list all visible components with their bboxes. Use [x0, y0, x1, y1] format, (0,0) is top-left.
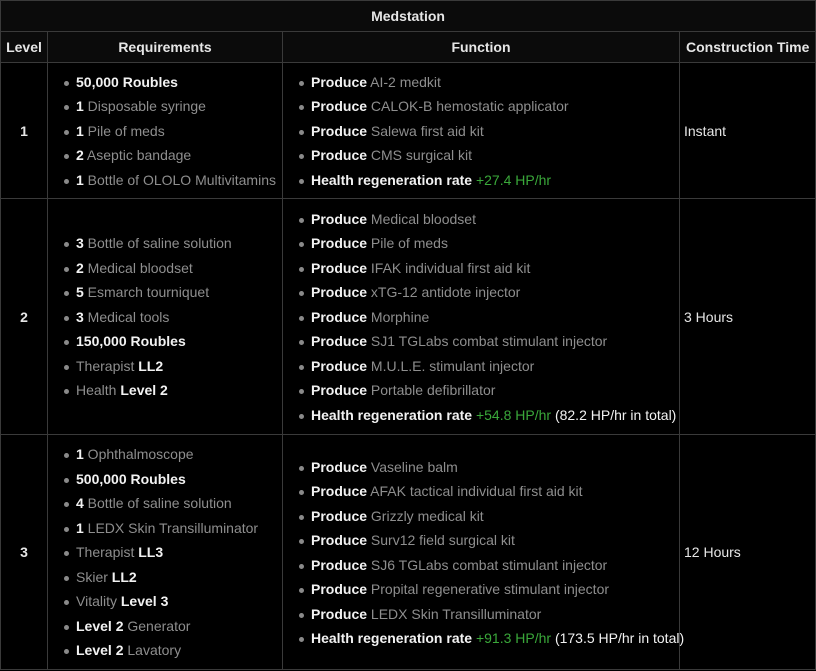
list-item-text: 150,000 Roubles — [76, 333, 186, 350]
header-requirements: Requirements — [48, 32, 283, 63]
list-item-text: Level 2 — [120, 382, 168, 399]
function-cell — [283, 63, 680, 199]
list-item-text: Medical bloodset — [83, 259, 193, 276]
list-item — [62, 354, 282, 379]
list-item-text: 5 — [76, 284, 84, 301]
list-item-text: Produce — [311, 507, 368, 524]
list-item-text: Produce — [311, 122, 368, 139]
list-item-text: SJ1 TGLabs combat stimulant injector — [367, 333, 608, 350]
list-item — [297, 207, 679, 232]
table-row-level-3 — [1, 435, 816, 670]
list-item-text: Produce — [311, 483, 368, 499]
list-item-text: Therapist — [76, 544, 139, 561]
list-item-text: Produce — [311, 98, 368, 115]
function-list — [283, 206, 679, 428]
list-item-text: Ophthalmoscope — [83, 446, 194, 463]
list-item-text: Bottle of saline solution — [83, 235, 232, 252]
function-cell — [283, 435, 685, 670]
level-cell: 2 — [1, 199, 48, 435]
list-item — [297, 231, 679, 256]
level-cell: 1 — [1, 63, 48, 199]
list-item — [297, 256, 679, 281]
list-item-text: Produce — [311, 605, 368, 622]
function-list — [283, 454, 685, 651]
list-item-text: Produce — [311, 581, 368, 597]
table-row-level-1 — [1, 63, 816, 199]
list-item — [297, 168, 679, 193]
list-item — [62, 638, 282, 663]
list-item — [62, 540, 282, 565]
list-item — [297, 602, 679, 627]
list-item-text: 50,000 Roubles — [76, 73, 178, 90]
list-item-text: 4 — [76, 495, 84, 512]
list-item-text: Produce — [311, 284, 368, 301]
list-item-text: Aseptic bandage — [83, 147, 192, 164]
header-function: Function — [283, 32, 680, 63]
list-item — [62, 168, 282, 193]
list-item-text: Level 3 — [120, 593, 169, 610]
list-item — [297, 626, 685, 651]
list-item — [297, 378, 679, 403]
list-item — [297, 455, 679, 480]
list-item — [62, 491, 282, 516]
header-construction-time: Construction Time — [680, 32, 816, 63]
list-item — [297, 528, 679, 553]
list-item-text: Bottle of OLOLO Multivitamins — [83, 171, 276, 188]
list-item-text: 3 — [76, 308, 84, 325]
list-item-text: Produce — [311, 147, 368, 164]
list-item — [62, 329, 282, 354]
requirements-list — [48, 230, 282, 403]
construction-time-cell: Instant — [680, 63, 816, 199]
list-item — [297, 504, 679, 529]
list-item-text: Produce — [311, 73, 368, 90]
list-item-text: Pile of meds — [367, 235, 448, 252]
list-item-text: 1 — [76, 446, 84, 463]
list-item — [297, 94, 679, 119]
list-item — [297, 143, 679, 168]
list-item-text: Produce — [311, 235, 368, 252]
list-item — [62, 378, 282, 403]
list-item-text: AFAK tactical individual first aid kit — [367, 483, 583, 499]
requirements-cell — [48, 199, 283, 435]
list-item — [62, 467, 282, 492]
list-item-text: Generator — [123, 617, 191, 634]
list-item — [62, 442, 282, 467]
list-item-text: Pile of meds — [83, 122, 165, 139]
list-item-text: LEDX Skin Transilluminator — [83, 519, 259, 536]
list-item-text: +27.4 HP/hr — [472, 171, 552, 188]
list-item-text: Produce — [311, 210, 368, 227]
list-item-text: Salewa first aid kit — [367, 122, 484, 139]
list-item-text: 500,000 Roubles — [76, 470, 186, 487]
list-item — [297, 354, 679, 379]
list-item-text: Morphine — [367, 308, 430, 325]
list-item-text: Esmarch tourniquet — [83, 284, 210, 301]
list-item — [297, 577, 679, 602]
list-item-text: Therapist — [76, 357, 139, 374]
list-item-text: 1 — [76, 519, 84, 536]
list-item-text: Medical tools — [83, 308, 170, 325]
list-item-text: Health regeneration rate — [311, 630, 473, 646]
list-item-text: Portable defibrillator — [367, 382, 496, 399]
list-item-text: 1 — [76, 171, 84, 188]
list-item — [62, 119, 282, 144]
list-item-text: IFAK individual first aid kit — [367, 259, 531, 276]
header-row — [1, 32, 816, 63]
list-item-text: 1 — [76, 122, 84, 139]
list-item-text: Health regeneration rate — [311, 171, 473, 188]
list-item-text: 1 — [76, 98, 84, 115]
requirements-cell — [48, 63, 283, 199]
list-item — [62, 589, 282, 614]
list-item-text: Produce — [311, 556, 368, 573]
list-item — [62, 614, 282, 639]
list-item-text: 2 — [76, 147, 84, 164]
list-item — [62, 94, 282, 119]
list-item-text: SJ6 TGLabs combat stimulant injector — [367, 556, 608, 573]
list-item — [62, 143, 282, 168]
list-item-text: Health regeneration rate — [311, 406, 473, 423]
list-item-text: 3 — [76, 235, 84, 252]
list-item — [62, 280, 282, 305]
function-cell — [283, 199, 680, 435]
list-item — [297, 553, 679, 578]
list-item-text: Produce — [311, 308, 368, 325]
function-list — [283, 69, 679, 193]
construction-time-cell: 12 Hours — [680, 435, 816, 670]
list-item — [62, 256, 282, 281]
list-item-text: Skier — [76, 568, 112, 585]
list-item — [62, 516, 282, 541]
requirements-list — [48, 69, 282, 193]
list-item-text: Vaseline balm — [367, 458, 458, 475]
list-item-text: Produce — [311, 357, 368, 374]
list-item-text: (82.2 HP/hr in total) — [551, 406, 677, 423]
list-item-text: 2 — [76, 259, 84, 276]
list-item-text: +54.8 HP/hr — [472, 406, 552, 423]
list-item — [62, 305, 282, 330]
list-item-text: Disposable syringe — [83, 98, 206, 115]
header-level: Level — [1, 32, 48, 63]
list-item — [297, 479, 679, 504]
list-item-text: Produce — [311, 382, 368, 399]
list-item-text: Level 2 — [76, 617, 124, 634]
list-item — [297, 329, 679, 354]
level-cell: 3 — [1, 435, 48, 670]
list-item-text: LEDX Skin Transilluminator — [367, 605, 542, 622]
table-row-level-2 — [1, 199, 816, 435]
list-item-text: Grizzly medical kit — [367, 507, 484, 524]
list-item-text: Vitality — [76, 593, 121, 610]
list-item-text: CALOK-B hemostatic applicator — [367, 98, 569, 115]
requirements-cell — [48, 435, 283, 670]
list-item-text: LL3 — [138, 544, 164, 561]
list-item-text: Produce — [311, 458, 368, 475]
list-item-text: AI-2 medkit — [367, 73, 441, 90]
list-item-text: Surv12 field surgical kit — [367, 532, 515, 548]
list-item-text: Health — [76, 382, 121, 399]
list-item-text: (173.5 HP/hr in total) — [551, 630, 685, 646]
list-item-text: Produce — [311, 532, 368, 548]
list-item-text: LL2 — [111, 568, 137, 585]
list-item-text: +91.3 HP/hr — [472, 630, 552, 646]
list-item — [297, 403, 679, 428]
list-item-text: Produce — [311, 333, 368, 350]
list-item-text: Medical bloodset — [367, 210, 476, 227]
list-item-text: Produce — [311, 259, 368, 276]
table-title: Medstation — [1, 1, 816, 32]
list-item-text: xTG-12 antidote injector — [367, 284, 521, 301]
requirements-list — [48, 441, 282, 663]
list-item-text: LL2 — [138, 357, 164, 374]
list-item — [297, 70, 679, 95]
list-item — [62, 565, 282, 590]
list-item — [297, 280, 679, 305]
list-item-text: Propital regenerative stimulant injector — [367, 581, 610, 597]
list-item — [62, 231, 282, 256]
list-item-text: M.U.L.E. stimulant injector — [367, 357, 535, 374]
list-item-text: Lavatory — [123, 642, 182, 659]
list-item — [297, 119, 679, 144]
construction-time-cell: 3 Hours — [680, 199, 816, 435]
list-item — [297, 305, 679, 330]
list-item-text: Bottle of saline solution — [83, 495, 232, 512]
list-item-text: Level 2 — [76, 642, 124, 659]
list-item-text: CMS surgical kit — [367, 147, 473, 164]
list-item — [62, 70, 282, 95]
